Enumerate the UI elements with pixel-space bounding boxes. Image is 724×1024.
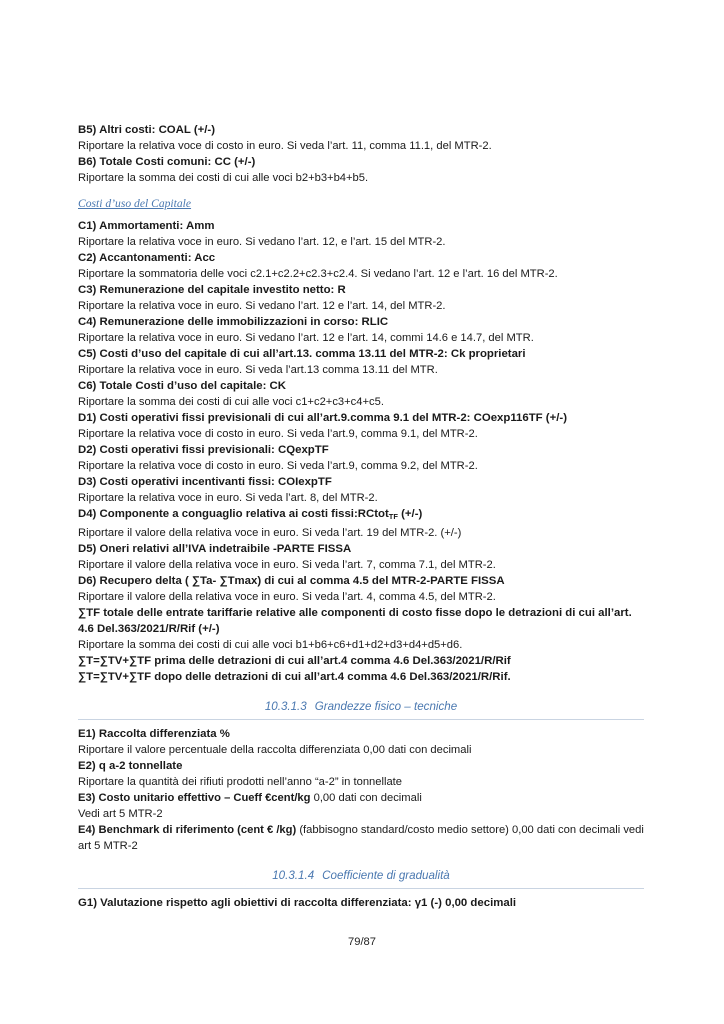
item-d4-title [78,506,644,525]
item-e4-title: E4) Benchmark di riferimento (cent € /kg) [78,824,297,836]
item-c4-text: Riportare la relativa voce in euro. Si vedano l’art. 12 e l’art. 14, commi 14.6 e 14.7, del MTR. [78,332,534,344]
item-d1-title: D1) Costi operativi fissi previsionali di cui all’art.9.comma 9.1 del MTR-2: COexp116TF (+/-) [78,412,567,424]
item-c6-title: C6) Totale Costi d’uso del capitale: CK [78,380,287,392]
item-e3-title: E3) Costo unitario effettivo – Cueff €cent/kg [78,792,311,804]
item-e4-paragraph [78,822,644,854]
item-d1-text: Riportare la relativa voce di costo in euro. Si veda l’art.9, comma 9.1, del MTR-2. [78,428,478,440]
item-d5-title: D5) Oneri relativi all’IVA indetraibile -PARTE FISSA [78,543,352,555]
item-e3-line [78,790,644,806]
item-b5-title: B5) Altri costi: COAL (+/-) [78,124,216,136]
item-c3-text: Riportare la relativa voce in euro. Si vedano l’art. 12 e l’art. 14, del MTR-2. [78,300,446,312]
section-number: 10.3.1.4 [272,869,315,882]
item-e3-text: Vedi art 5 MTR-2 [78,808,163,820]
sum-line-after: ∑T=∑TV+∑TF dopo delle detrazioni di cui all’art.4 comma 4.6 Del.363/2021/R/Rif. [78,671,511,683]
capital-costs-heading[interactable]: Costi d’uso del Capitale [78,197,192,210]
item-d3-text: Riportare la relativa voce in euro. Si veda l’art. 8, del MTR-2. [78,492,378,504]
item-e3-inline: 0,00 dati con decimali [310,792,422,804]
item-e2-title: E2) q a-2 tonnellate [78,760,183,772]
item-c1-text: Riportare la relativa voce in euro. Si vedano l’art. 12, e l’art. 15 del MTR-2. [78,236,446,248]
item-d3-title: D3) Costi operativi incentivanti fissi: COIexpTF [78,476,332,488]
item-d5-text: Riportare il valore della relativa voce in euro. Si veda l’art. 7, comma 7.1, del MTR-2. [78,559,496,571]
item-d6-text: Riportare il valore della relativa voce in euro. Si veda l’art. 4, comma 4.5, del MTR-2. [78,591,496,603]
item-c1-title: C1) Ammortamenti: Amm [78,220,215,232]
item-c2-text: Riportare la sommatoria delle voci c2.1+c2.2+c2.3+c2.4. Si vedano l’art. 12 e l’art. 16 del MTR-2. [78,268,558,280]
item-c5-text: Riportare la relativa voce in euro. Si veda l’art.13 comma 13.11 del MTR. [78,364,438,376]
item-d4-subscript: TF [388,512,398,521]
item-c6-text: Riportare la somma dei costi di cui alle voci c1+c2+c3+c4+c5. [78,396,384,408]
item-d2-text: Riportare la relativa voce di costo in euro. Si veda l’art.9, comma 9.2, del MTR-2. [78,460,478,472]
section-title: Coefficiente di gradualità [322,869,450,882]
item-e1-title: E1) Raccolta differenziata % [78,728,230,740]
sum-line-before: ∑T=∑TV+∑TF prima delle detrazioni di cui all’art.4 comma 4.6 Del.363/2021/R/Rif [78,655,511,667]
section-heading-10-3-1-4 [78,864,644,889]
item-b5-text: Riportare la relativa voce di costo in euro. Si veda l’art. 11, comma 11.1, del MTR-2. [78,140,492,152]
item-b6-title: B6) Totale Costi comuni: CC (+/-) [78,156,256,168]
tf-total-text: Riportare la somma dei costi di cui alle voci b1+b6+c6+d1+d2+d3+d4+d5+d6. [78,639,463,651]
item-e4-inline: (fabbisogno standard/costo medio settore) 0,00 dati con decimali vedi art 5 MTR-2 [78,824,644,852]
section-heading-10-3-1-3 [78,695,644,720]
item-d4-text: Riportare il valore della relativa voce in euro. Si veda l’art. 19 del MTR-2. (+/-) [78,527,462,539]
item-c4-title: C4) Remunerazione delle immobilizzazioni in corso: RLIC [78,316,389,328]
item-d6-title: D6) Recupero delta ( ∑Ta- ∑Tmax) di cui al comma 4.5 del MTR-2-PARTE FISSA [78,575,505,587]
section-title: Grandezze fisico – tecniche [314,700,458,713]
page-content [78,122,644,911]
item-c3-title: C3) Remunerazione del capitale investito netto: R [78,284,346,296]
item-c5-title: C5) Costi d’uso del capitale di cui all’art.13. comma 13.11 del MTR-2: Ck proprietari [78,348,526,360]
tf-total-title: ∑TF totale delle entrate tariffarie relative alle componenti di costo fisse dopo le detrazioni di cui all’art. 4.6 Del.363/2021/R/Rif (+/-) [78,607,632,635]
item-b6-text: Riportare la somma dei costi di cui alle voci b2+b3+b4+b5. [78,172,369,184]
item-d2-title: D2) Costi operativi fissi previsionali: CQexpTF [78,444,329,456]
page-number: 79/87 [348,936,376,948]
item-e2-text: Riportare la quantità dei rifiuti prodotti nell’anno “a-2” in tonnellate [78,776,403,788]
item-d4-title-sign: (+/-) [397,508,423,520]
item-c2-title: C2) Accantonamenti: Acc [78,252,216,264]
item-g1-title: G1) Valutazione rispetto agli obiettivi di raccolta differenziata: γ1 (-) 0,00 decimali [78,897,517,909]
item-d4-title-main: D4) Componente a conguaglio relativa ai costi fissi:RCtot [78,508,389,520]
item-e1-text: Riportare il valore percentuale della raccolta differenziata 0,00 dati con decimali [78,744,472,756]
section-number: 10.3.1.3 [264,700,307,713]
